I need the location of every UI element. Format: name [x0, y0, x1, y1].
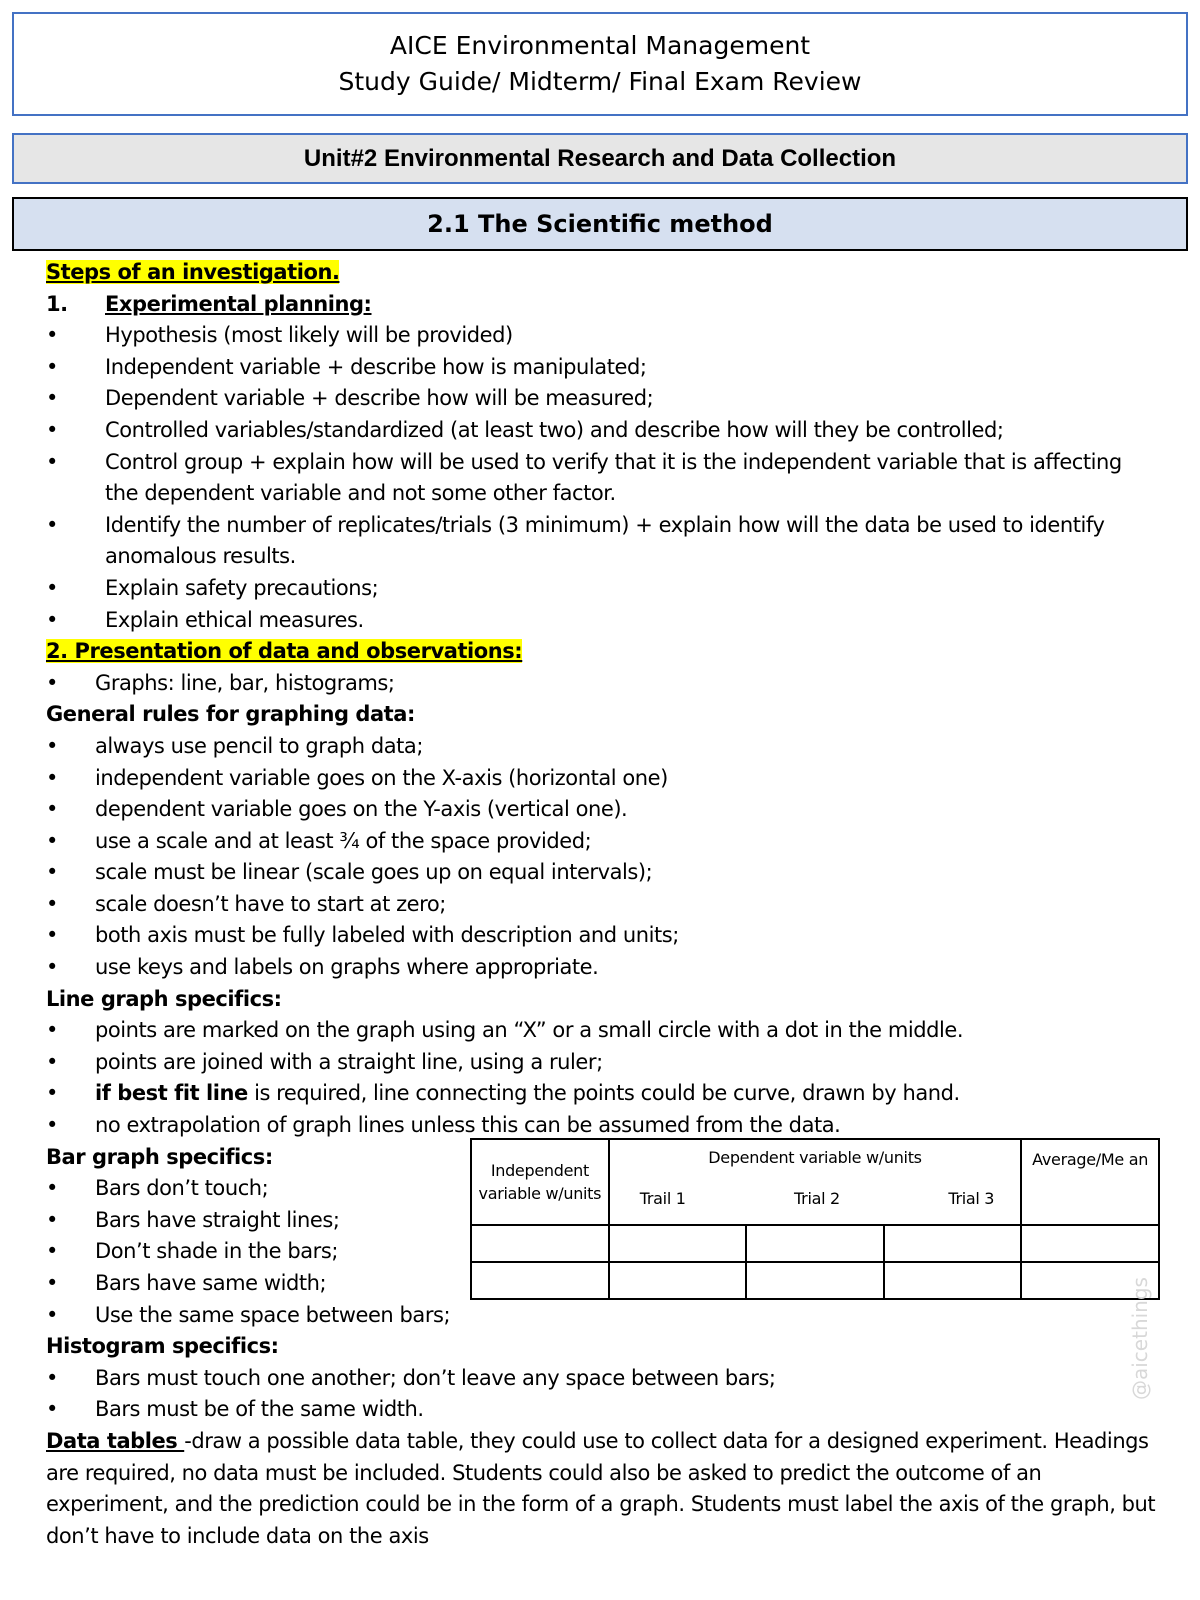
graphs-item: • Graphs: line, bar, histograms;: [46, 668, 1196, 700]
data-tables-label: Data tables: [46, 1428, 185, 1453]
rule-item: • always use pencil to graph data;: [46, 731, 1196, 763]
bullet-icon: •: [46, 1365, 58, 1390]
steps-heading: Steps of an investigation.: [46, 260, 340, 284]
bullet-icon: •: [46, 354, 58, 379]
table-header-row: [471, 1139, 1159, 1225]
bullet-icon: •: [46, 670, 58, 695]
planning-heading: Experimental planning:: [105, 291, 372, 316]
rule-item: • independent variable goes on the X-axis (horizontal one): [46, 763, 1196, 795]
planning-item: • Identify the number of replicates/trials (3 minimum) + explain how will the data be used to identify anomalous results.: [46, 510, 1165, 573]
bar-graph-item: • Bars have same width;: [46, 1268, 1196, 1300]
trial-labels: [610, 1167, 1020, 1208]
table-row: [471, 1262, 1159, 1299]
planning-item: • Control group + explain how will be used to verify that it is the independent variable that is affecting the dependent variable and not some other factor.: [46, 447, 1155, 510]
study-guide-content: [46, 257, 1196, 1552]
title-line-1: AICE Environmental Management: [389, 31, 811, 60]
bullet-icon: •: [46, 1113, 58, 1138]
steps-heading-line: [46, 257, 1196, 289]
watermark: @aicethings: [1128, 1277, 1152, 1400]
planning-number: 1.: [46, 291, 68, 316]
rule-item: • scale must be linear (scale goes up on equal intervals);: [46, 857, 1196, 889]
table-cell: [1021, 1225, 1159, 1262]
planning-item: • Hypothesis (most likely will be provided): [46, 320, 1196, 352]
planning-heading-line: [46, 289, 1196, 321]
data-tables-paragraph: Data tables -draw a possible data table, they could use to collect data for a designed experiment. Headings are required, no data must be included. Students could also be asked to predict the outcome of an experiment, and the prediction could be in the form of a graph. Students must label the axis of the graph, but don’t have to include data on the axis: [46, 1428, 1156, 1548]
table-cell: [746, 1225, 883, 1262]
unit-title: Unit#2 Environmental Research and Data Collection: [12, 133, 1188, 184]
planning-item: • Independent variable + describe how is manipulated;: [46, 352, 1196, 384]
trial-2-label: Trial 2: [794, 1189, 840, 1208]
bar-graph-heading: Bar graph specifics:: [46, 1144, 273, 1169]
trial-1-label: Trail 1: [639, 1189, 686, 1208]
bullet-icon: •: [46, 1049, 58, 1074]
presentation-heading-line: [46, 636, 1196, 668]
independent-variable-header: Independent variable w/units: [471, 1139, 609, 1225]
presentation-heading: 2. Presentation of data and observations:: [46, 639, 523, 664]
bullet-icon: •: [46, 955, 58, 980]
rule-item: • use a scale and at least ¾ of the space provided;: [46, 826, 1196, 858]
dependent-variable-header: [609, 1139, 1021, 1225]
bullet-icon: •: [46, 923, 58, 948]
histogram-item: • Bars must be of the same width.: [46, 1394, 1196, 1426]
bullet-icon: •: [46, 891, 58, 916]
rule-item: • scale doesn’t have to start at zero;: [46, 889, 1196, 921]
bullet-icon: •: [46, 1271, 58, 1295]
planning-item: • Explain ethical measures.: [46, 605, 1196, 637]
trial-3-label: Trial 3: [948, 1189, 995, 1208]
bullet-icon: •: [46, 575, 58, 600]
bullet-icon: •: [46, 733, 58, 758]
average-header: Average/Me an: [1021, 1139, 1159, 1225]
bullet-icon: •: [46, 1302, 58, 1327]
best-fit-line-term: best fit line: [117, 1081, 248, 1106]
table-cell: [746, 1262, 883, 1299]
line-graph-heading: Line graph specifics:: [46, 986, 282, 1011]
bullet-icon: •: [46, 1239, 58, 1264]
bullet-icon: •: [46, 1207, 58, 1232]
bar-graph-item: • Bars don’t touch;: [46, 1173, 1196, 1205]
bullet-icon: •: [46, 1081, 58, 1106]
table-cell: [471, 1262, 609, 1299]
dependent-variable-label: Dependent variable w/units: [708, 1148, 922, 1167]
general-rules-heading: General rules for graphing data:: [46, 702, 415, 727]
planning-item: • Controlled variables/standardized (at least two) and describe how will they be controlled;: [46, 415, 1196, 447]
line-graph-item: • points are marked on the graph using an “X” or a small circle with a dot in the middle.: [46, 1015, 1196, 1047]
line-graph-item: • if best fit line is required, line connecting the points could be curve, drawn by hand.: [46, 1078, 1196, 1110]
bullet-icon: •: [46, 386, 58, 411]
bullet-icon: •: [46, 765, 58, 790]
table-row: [471, 1225, 1159, 1262]
bullet-icon: •: [46, 512, 58, 537]
table-cell: [609, 1225, 746, 1262]
bar-graph-item: • Use the same space between bars;: [46, 1300, 1196, 1332]
example-data-table: [470, 1138, 1160, 1300]
bullet-icon: •: [46, 323, 58, 348]
document-title-box: [12, 12, 1188, 116]
bullet-icon: •: [46, 449, 58, 474]
bullet-icon: •: [46, 1176, 58, 1201]
line-graph-item: • points are joined with a straight line, using a ruler;: [46, 1047, 1196, 1079]
bullet-icon: •: [46, 1018, 58, 1043]
rule-item: • dependent variable goes on the Y-axis (vertical one).: [46, 794, 1196, 826]
bullet-icon: •: [46, 1397, 58, 1422]
bullet-icon: •: [46, 417, 58, 442]
bullet-icon: •: [46, 797, 58, 822]
bullet-icon: •: [46, 607, 58, 632]
title-line-2: Study Guide/ Midterm/ Final Exam Review: [338, 67, 862, 96]
planning-item: • Explain safety precautions;: [46, 573, 1196, 605]
section-title: 2.1 The Scientific method: [12, 197, 1188, 251]
table-cell: [609, 1262, 746, 1299]
histogram-item: • Bars must touch one another; don’t leave any space between bars;: [46, 1363, 1196, 1395]
bar-graph-item: • Don’t shade in the bars;: [46, 1236, 1196, 1268]
bullet-icon: •: [46, 860, 58, 885]
bullet-icon: •: [46, 828, 58, 853]
table-cell: [884, 1225, 1021, 1262]
rule-item: • both axis must be fully labeled with description and units;: [46, 920, 1196, 952]
bar-graph-item: • Bars have straight lines;: [46, 1205, 1196, 1237]
line-graph-item: • no extrapolation of graph lines unless this can be assumed from the data.: [46, 1110, 1196, 1142]
rule-item: • use keys and labels on graphs where appropriate.: [46, 952, 1196, 984]
table-cell: [884, 1262, 1021, 1299]
histogram-heading: Histogram specifics:: [46, 1334, 279, 1359]
planning-item: • Dependent variable + describe how will be measured;: [46, 383, 1196, 415]
table-cell: [471, 1225, 609, 1262]
